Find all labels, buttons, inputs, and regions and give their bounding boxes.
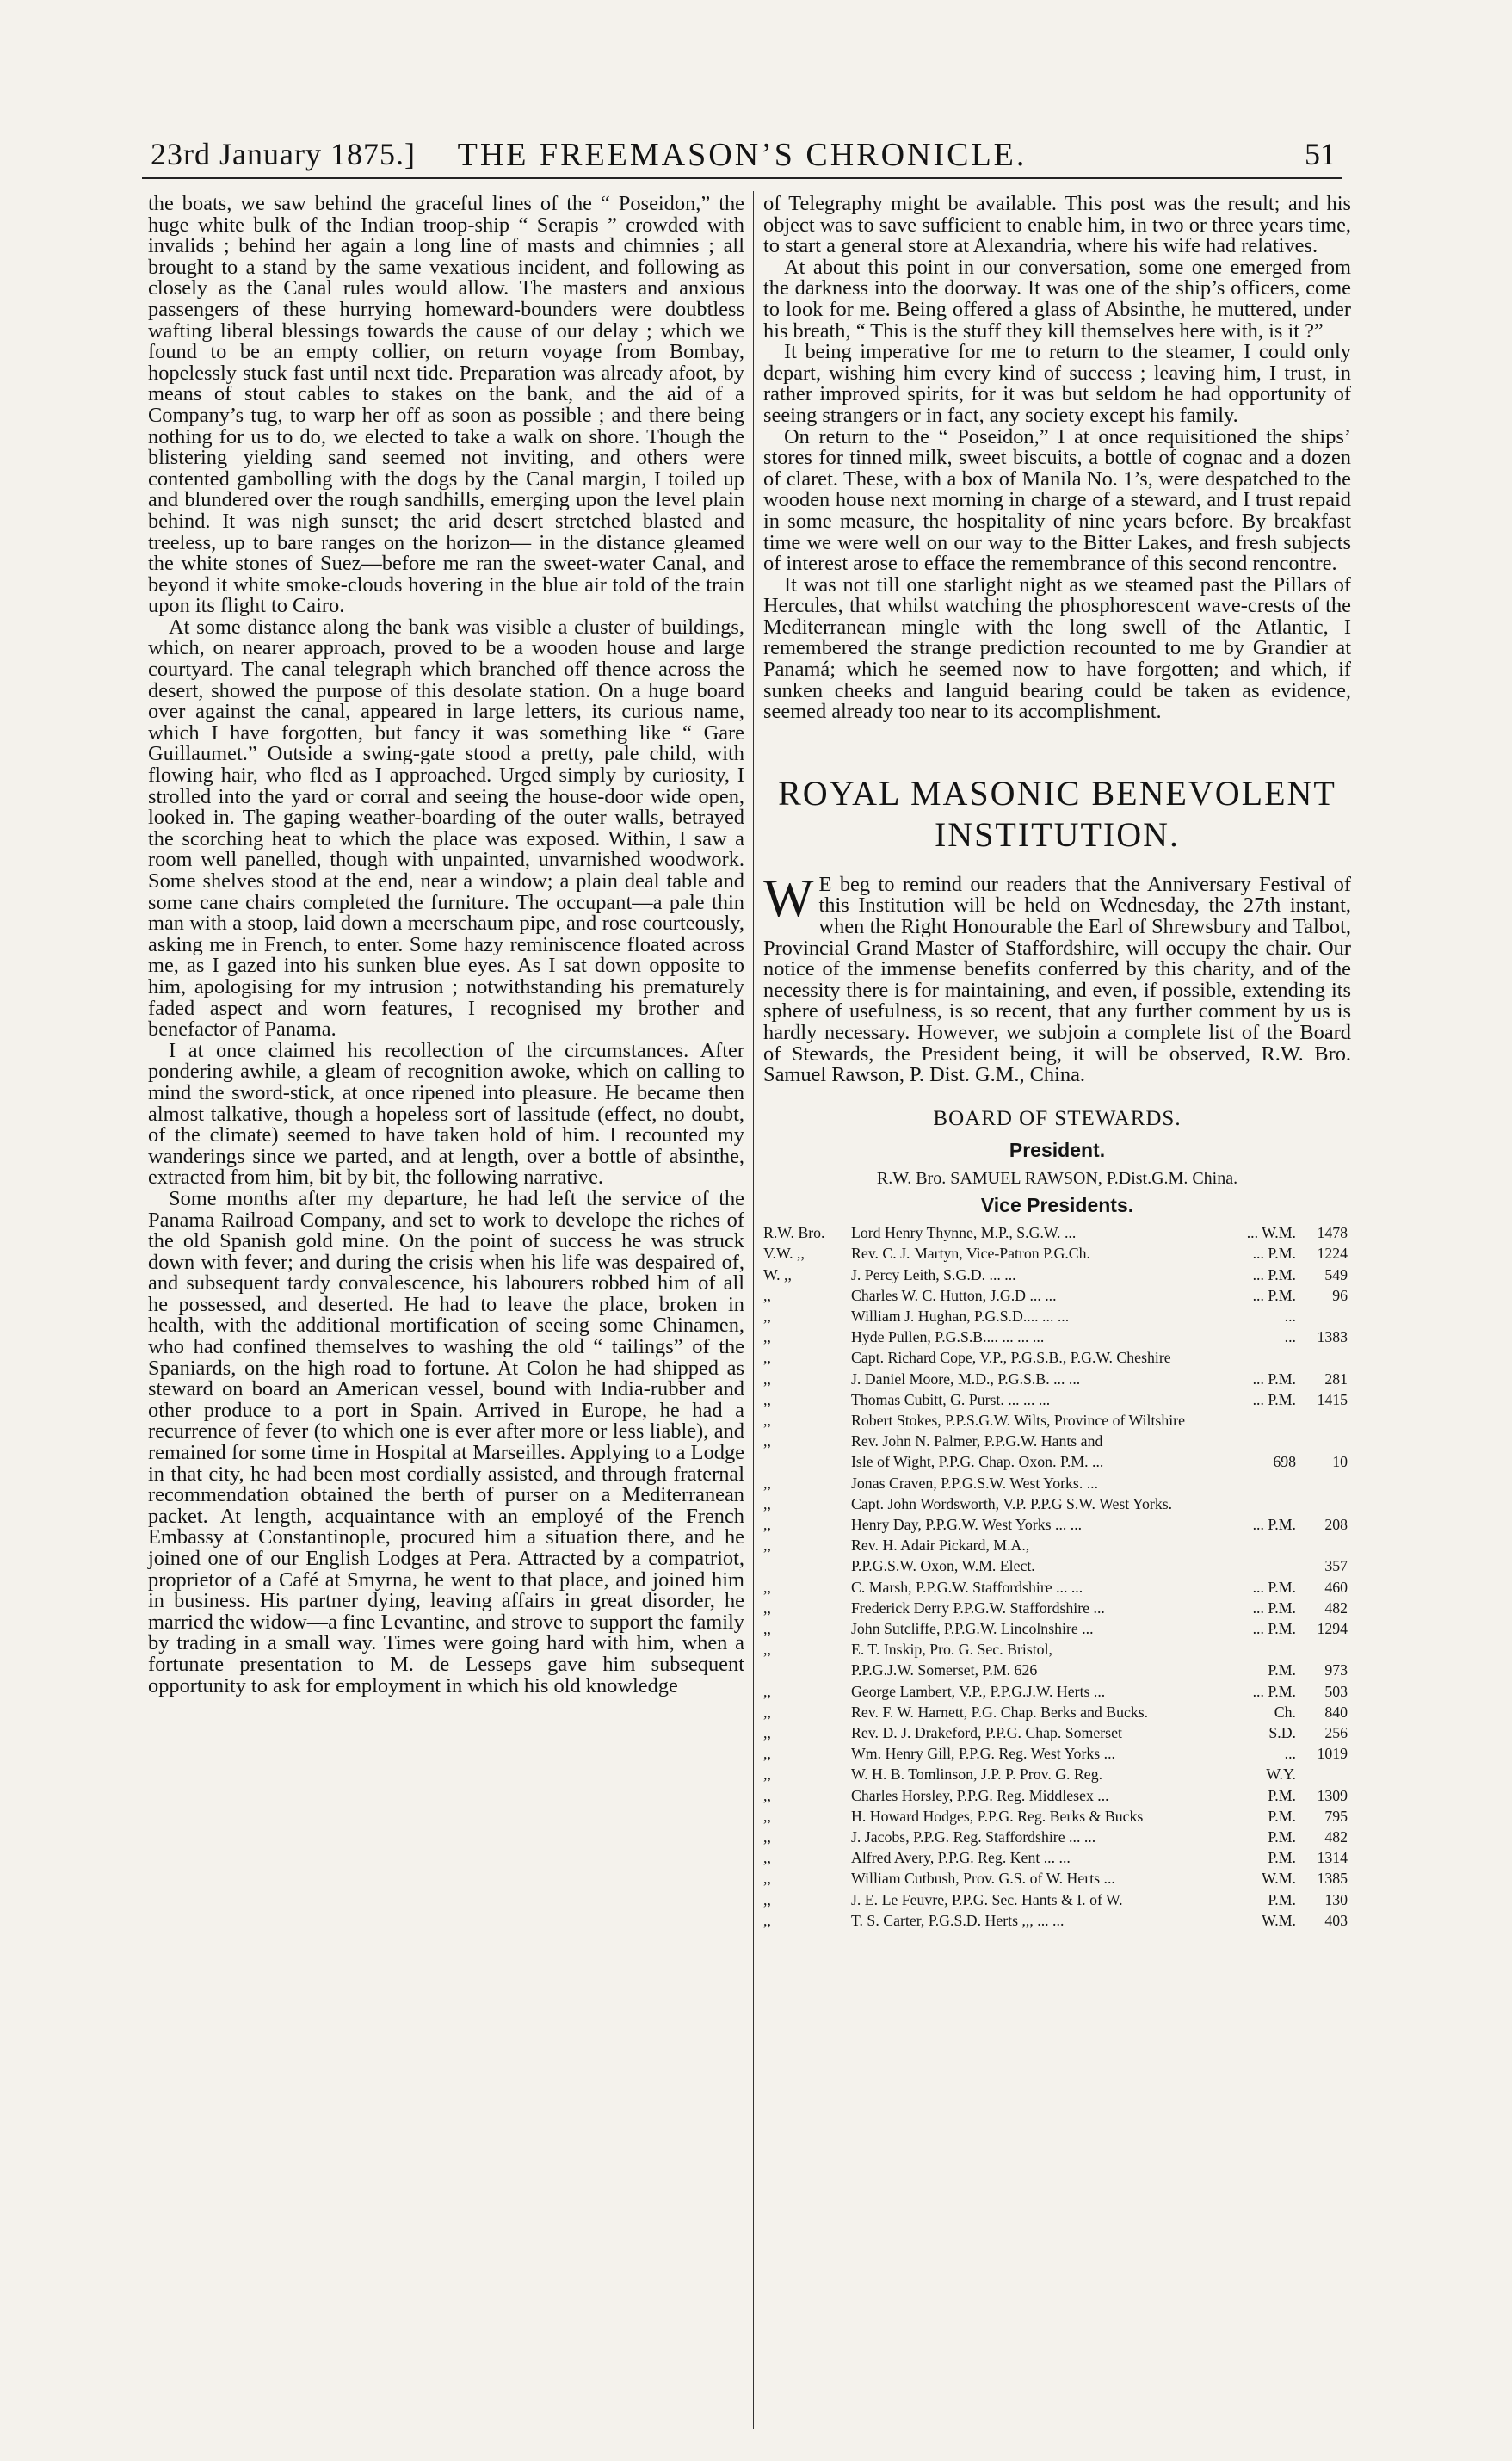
steward-lodge: 1224: [1317, 1245, 1348, 1263]
steward-role: ...: [1284, 1307, 1296, 1325]
steward-name: J. Daniel Moore, M.D., P.G.S.B. ... ...: [851, 1370, 1081, 1388]
steward-row: [763, 1806, 1351, 1827]
steward-lodge: [1296, 1306, 1351, 1326]
steward-prefix: ,,: [763, 1474, 771, 1492]
steward-lodge: 1385: [1317, 1870, 1348, 1888]
steward-prefix: ,,: [763, 1849, 771, 1867]
steward-row: [763, 1660, 1351, 1680]
steward-name: Thomas Cubitt, G. Purst. ... ... ...: [851, 1390, 1051, 1408]
institution-text: E beg to remind our readers that the Anniversary Festival of this Institution will be held on Wednesday, the 27th instant, when the Right Honourable the Earl of Shrewsbury and Talbot, Provincial Grand Master of Staffordshire, will occupy the chair. Our notice of the immense benefits conferred by this charity, and of the necessity there is for maintaining, and even, if possible, extending its sphere of usefulness, is so recent, that any further comment by us is hardly necessary. However, we subjoin a complete list of the Board of Stewards, the President being, it will be observed, R.W. Bro. Samuel Rawson, P. Dist. G.M., China.: [763, 872, 1351, 1087]
steward-lodge: [1296, 1473, 1351, 1493]
steward-role: ... P.M.: [1252, 1265, 1296, 1283]
steward-name: John Sutcliffe, P.P.G.W. Lincolnshire ...: [851, 1620, 1094, 1638]
steward-prefix: [763, 1451, 851, 1472]
steward-prefix: ,,: [763, 1870, 771, 1888]
steward-role: P.M.: [1268, 1890, 1296, 1908]
steward-role: P.M.: [1268, 1807, 1296, 1825]
article-paragraph: the boats, we saw behind the graceful lines of the “ Poseidon,” the huge white bulk of the Indian troop-ship “ Serapis ” crowded with invalids ; behind her again a long line of masts and chimnies ; all brought to a stand by the same vexatious incident, and following as closely as the Canal rules would allow. The masters and anxious passengers of these hurrying homeward-bounders were doubtless wafting liberal blessings towards the cause of our delay ; which we found to be an empty collier, on return voyage from Bombay, hopelessly stuck fast until next tide. Preparation was already afoot, by means of stout cables to stakes on the bank, and the aid of a Company’s tug, to warp her off as soon as possible ; and there being nothing for us to do, we elected to take a walk on shore. Though the blistering yielding sand seemed not inviting, and others were contented gambolling with the dogs by the Canal margin, I toiled up and blundered over the rough sandhills, emerging upon the level plain behind. It was nigh sunset; the arid desert stretched blasted and treeless, up to bare ranges on the horizon— in the distance gleamed the white stones of Suez—before me ran the sweet-water Canal, and beyond it white smoke-clouds hovering in the blue air told of the train upon its flight to Cairo.: [148, 192, 744, 618]
steward-lodge: 460: [1324, 1578, 1348, 1596]
steward-lodge: 1314: [1317, 1849, 1348, 1867]
column-divider: [753, 191, 754, 2429]
steward-lodge: 281: [1324, 1370, 1348, 1388]
steward-role: W.M.: [1262, 1870, 1296, 1888]
steward-prefix: ,,: [763, 1682, 771, 1700]
steward-prefix: ,,: [763, 1911, 771, 1929]
steward-prefix: ,,: [763, 1432, 771, 1450]
steward-row: [763, 1681, 1351, 1702]
steward-role: ... P.M.: [1252, 1578, 1296, 1596]
president-entry: R.W. Bro. SAMUEL RAWSON, P.Dist.G.M. China.: [876, 1168, 1238, 1188]
right-column: [763, 194, 1351, 1931]
steward-row: [763, 1222, 1351, 1243]
heading-line: ROYAL MASONIC BENEVOLENT: [778, 773, 1336, 813]
steward-row: [763, 1743, 1351, 1764]
steward-prefix: W. ,,: [763, 1265, 792, 1283]
steward-role: ... W.M.: [1246, 1224, 1296, 1242]
steward-row: [763, 1618, 1351, 1639]
steward-name: P.P.G.J.W. Somerset, P.M. 626: [851, 1661, 1038, 1679]
steward-lodge: [1296, 1493, 1351, 1514]
steward-lodge: [1296, 1639, 1351, 1660]
steward-prefix: ,,: [763, 1807, 771, 1825]
steward-role: Ch.: [1274, 1703, 1296, 1721]
steward-lodge: 482: [1324, 1598, 1348, 1617]
steward-lodge: 357: [1324, 1557, 1348, 1575]
steward-row: [763, 1306, 1351, 1326]
steward-row: [763, 1326, 1351, 1347]
steward-lodge: 795: [1324, 1807, 1348, 1825]
masthead-title: THE FREEMASON’S CHRONICLE.: [457, 137, 1028, 173]
steward-row: [763, 1722, 1351, 1743]
steward-name: Charles Horsley, P.P.G. Reg. Middlesex ...: [851, 1786, 1109, 1804]
steward-role: ... P.M.: [1252, 1516, 1296, 1533]
steward-lodge: [1296, 1410, 1351, 1431]
steward-prefix: ,,: [763, 1349, 771, 1367]
left-column: [148, 194, 744, 1697]
steward-lodge: 482: [1324, 1828, 1348, 1846]
steward-row: [763, 1410, 1351, 1431]
steward-name: Rev. F. W. Harnett, P.G. Chap. Berks and Bucks.: [851, 1703, 1149, 1721]
steward-name: W. H. B. Tomlinson, J.P. P. Prov. G. Reg.: [851, 1765, 1103, 1784]
header-rule-top: [142, 177, 1342, 179]
steward-lodge: [1296, 1535, 1351, 1555]
steward-row: [763, 1702, 1351, 1722]
steward-prefix: ,,: [763, 1786, 771, 1804]
heading-line: INSTITUTION.: [934, 814, 1181, 854]
steward-row: [763, 1265, 1351, 1285]
steward-role: 698: [1273, 1453, 1296, 1471]
steward-row: [763, 1847, 1351, 1868]
steward-prefix: ,,: [763, 1620, 771, 1638]
steward-lodge: 1478: [1317, 1224, 1348, 1242]
institution-paragraph: [763, 869, 1351, 1087]
steward-name: Rev. John N. Palmer, P.P.G.W. Hants and: [851, 1432, 1103, 1450]
steward-name: William J. Hughan, P.G.S.D.... ... ...: [851, 1307, 1070, 1325]
steward-role: ... P.M.: [1252, 1620, 1296, 1638]
article-paragraph: At some distance along the bank was visible a cluster of buildings, which, on nearer approach, proved to be a wooden house and large courtyard. The canal telegraph which branched off thence across the desert, showed the purpose of this desolate station. On a huge board over against the canal, appeared in large letters, its curious name, which I have forgotten, but fancy it was something like “ Gare Guillaumet.” Outside a swing-gate stood a pretty, pale child, with flowing hair, who fled as I approached. Urged simply by curiosity, I strolled into the yard or corral and seeing the house-door wide open, looked in. The gaping weather-boarding of the outer walls, betrayed the scorching heat to which the place was exposed. Within, I saw a room well panelled, though with unpainted, unvarnished woodwork. Some shelves stood at the end, near a window; a plain deal table and some cane chairs completed the furniture. The occupant—a pale thin man with a stoop, laid down a meerschaum pipe, and rose courteously, asking me in French, to enter. Some hazy reminiscence floated across me, as I gazed into his sunken blue eyes. As I sat down opposite to him, apologising for my intrusion ; notwithstanding his prematurely faded aspect and worn features, I recognised my brother and benefactor of Panama.: [148, 615, 744, 1042]
article-paragraph: Some months after my departure, he had left the service of the Panama Railroad Company, and set to work to develope the riches of the old Spanish gold mine. On the point of success he was struck down with fever; and during the crisis when his life was despaired of, and subsequent tardy convalescence, his labourers robbed him of all he possessed, and deserted. He had to leave the place, broken in health, with the additional mortification of seeing some Chinamen, who had confined themselves to washing the old “ tailings” of the Spaniards, on the high road to fortune. At Colon he had shipped as steward on board an American vessel, bound with India-rubber and other produce to a port in Spain. Arrived in Europe, he had a recurrence of fever (to which one is ever after more or less liable), and remained for some time in Hospital at Marseilles. Applying to a Lodge in that city, he had been most cordially assisted, and through fraternal recommendation obtained the berth of purser on a Mediterranean packet. At length, acquaintance with an employé of the French Embassy at Constantinople, procured him a situation there, and he joined one of our English Lodges at Pera. Attracted by a compatriot, proprietor of a Café at Smyrna, he went to that place, and joined him in business. His partner dying, leaving affairs in great disorder, he married the widow—a fine Levantine, and strove to support the family by trading in a small way. Times were going hard with him, when a fortunate presentation to M. de Lesseps gave him subsequent opportunity to ask for employment in which his old knowledge: [148, 1186, 744, 1697]
steward-lodge: 1294: [1317, 1620, 1348, 1638]
steward-prefix: ,,: [763, 1641, 771, 1659]
steward-row: [763, 1451, 1351, 1472]
steward-prefix: ,,: [763, 1411, 771, 1429]
steward-name: J. E. Le Feuvre, P.P.G. Sec. Hants & I. of W.: [851, 1890, 1123, 1908]
steward-prefix: [763, 1555, 851, 1576]
steward-lodge: 96: [1332, 1286, 1348, 1304]
steward-name: Rev. H. Adair Pickard, M.A.,: [851, 1537, 1030, 1555]
steward-name: Frederick Derry P.P.G.W. Staffordshire ...: [851, 1598, 1105, 1617]
article-paragraph: I at once claimed his recollection of the circumstances. After pondering awhile, a gleam of recognition awoke, which on calling to mind the sword-stick, at once ripened into pleasure. He became then almost talkative, though a hopeless sort of lassitude (effect, no doubt, of the climate) seemed to have taken hold of him. I recounted my wanderings since we parted, and at length, over a bottle of absinthe, extracted from him, bit by bit, the following narrative.: [148, 1038, 744, 1190]
steward-role: ... P.M.: [1252, 1598, 1296, 1617]
article-paragraph: It being imperative for me to return to the steamer, I could only depart, wishing him every kind of success ; leaving him, I trust, in rather improved spirits, for it was but seldom he had opportunity of seeing strangers or in fact, any society except his family.: [763, 340, 1351, 427]
steward-list: [763, 1222, 1351, 1931]
steward-row: [763, 1598, 1351, 1618]
steward-name: J. Jacobs, P.P.G. Reg. Staffordshire ... ...: [851, 1828, 1096, 1846]
steward-name: George Lambert, V.P., P.P.G.J.W. Herts ...: [851, 1682, 1106, 1700]
steward-name: Henry Day, P.P.G.W. West Yorks ... ...: [851, 1516, 1083, 1533]
steward-row: [763, 1431, 1351, 1451]
steward-role: [1236, 1555, 1296, 1576]
steward-role: S.D.: [1268, 1724, 1296, 1742]
steward-role: ... P.M.: [1252, 1245, 1296, 1263]
steward-prefix: [763, 1660, 851, 1680]
steward-name: C. Marsh, P.P.G.W. Staffordshire ... ...: [851, 1578, 1083, 1596]
steward-prefix: ,,: [763, 1745, 771, 1763]
steward-name: Robert Stokes, P.P.S.G.W. Wilts, Province of Wiltshire: [851, 1411, 1185, 1429]
steward-row: [763, 1514, 1351, 1535]
steward-name: Hyde Pullen, P.G.S.B.... ... ... ...: [851, 1328, 1045, 1346]
steward-role: ...: [1284, 1745, 1296, 1763]
vice-presidents-heading: Vice Presidents.: [980, 1193, 1134, 1216]
steward-name: P.P.G.S.W. Oxon, W.M. Elect.: [851, 1557, 1035, 1575]
steward-role: [1236, 1639, 1296, 1660]
steward-role: ... P.M.: [1252, 1390, 1296, 1408]
steward-name: Wm. Henry Gill, P.P.G. Reg. West Yorks ...: [851, 1745, 1115, 1763]
steward-lodge: 208: [1324, 1516, 1348, 1533]
steward-role: P.M.: [1268, 1661, 1296, 1679]
steward-role: ... P.M.: [1252, 1370, 1296, 1388]
steward-prefix: ,,: [763, 1494, 771, 1512]
steward-lodge: 10: [1332, 1453, 1348, 1471]
steward-role: [1236, 1535, 1296, 1555]
steward-row: [763, 1868, 1351, 1889]
steward-role: [1236, 1347, 1296, 1368]
steward-prefix: ,,: [763, 1765, 771, 1784]
steward-prefix: ,,: [763, 1828, 771, 1846]
steward-name: Lord Henry Thynne, M.P., S.G.W. ...: [851, 1224, 1077, 1242]
page-number: 51: [1305, 137, 1336, 171]
steward-row: [763, 1577, 1351, 1598]
steward-name: Capt. Richard Cope, V.P., P.G.S.B., P.G.W. Cheshire: [851, 1349, 1171, 1367]
steward-role: ... P.M.: [1252, 1286, 1296, 1304]
steward-lodge: 840: [1324, 1703, 1348, 1721]
steward-lodge: 973: [1324, 1661, 1348, 1679]
steward-lodge: [1296, 1431, 1351, 1451]
steward-role: ... P.M.: [1252, 1682, 1296, 1700]
steward-lodge: 1019: [1317, 1745, 1348, 1763]
steward-lodge: 256: [1324, 1724, 1348, 1742]
steward-name: Charles W. C. Hutton, J.G.D ... ...: [851, 1286, 1057, 1304]
steward-role: P.M.: [1268, 1828, 1296, 1846]
steward-prefix: ,,: [763, 1578, 771, 1596]
steward-row: [763, 1764, 1351, 1784]
steward-name: William Cutbush, Prov. G.S. of W. Herts ...: [851, 1870, 1115, 1888]
steward-row: [763, 1473, 1351, 1493]
board-heading: BOARD OF STEWARDS.: [933, 1106, 1182, 1130]
steward-name: Rev. C. J. Martyn, Vice-Patron P.G.Ch.: [851, 1245, 1090, 1263]
steward-row: [763, 1285, 1351, 1306]
steward-role: P.M.: [1268, 1786, 1296, 1804]
steward-role: P.M.: [1268, 1849, 1296, 1867]
steward-row: [763, 1389, 1351, 1410]
steward-row: [763, 1910, 1351, 1931]
steward-lodge: 503: [1324, 1682, 1348, 1700]
steward-role: W.M.: [1262, 1911, 1296, 1929]
steward-name: J. Percy Leith, S.G.D. ... ...: [851, 1265, 1016, 1283]
steward-role: [1236, 1473, 1296, 1493]
steward-prefix: ,,: [763, 1724, 771, 1742]
article-paragraph: of Telegraphy might be available. This post was the result; and his object was to save sufficient to enable him, in two or three years time, to start a general store at Alexandria, where his wife had relatives.: [763, 192, 1351, 258]
steward-row: [763, 1889, 1351, 1910]
steward-lodge: 1383: [1317, 1328, 1348, 1346]
steward-lodge: 1309: [1317, 1786, 1348, 1804]
steward-row: [763, 1243, 1351, 1264]
steward-row: [763, 1535, 1351, 1555]
steward-role: W.Y.: [1266, 1765, 1296, 1784]
steward-prefix: R.W. Bro.: [763, 1224, 825, 1242]
steward-lodge: 1415: [1317, 1390, 1348, 1408]
article-paragraph: At about this point in our conversation, some one emerged from the darkness into the doorway. It was one of the ship’s officers, come to look for me. Being offered a glass of Absinthe, he muttered, under his breath, “ This is the stuff they kill themselves here with, is it ?”: [763, 255, 1351, 343]
steward-row: [763, 1555, 1351, 1576]
article-paragraph: On return to the “ Poseidon,” I at once requisitioned the ships’ stores for tinned milk, sweet biscuits, a bottle of cognac and a dozen of claret. These, with a box of Manila No. 1’s, were despatched to the wooden house next morning in charge of a steward, and I trust repaid in some measure, the hospitality of nine years before. By breakfast time we were well on our way to the Bitter Lakes, and fresh subjects of interest arose to efface the remembrance of this second rencontre.: [763, 424, 1351, 576]
steward-prefix: ,,: [763, 1286, 771, 1304]
steward-name: Isle of Wight, P.P.G. Chap. Oxon. P.M. ...: [851, 1453, 1104, 1471]
steward-prefix: ,,: [763, 1537, 771, 1555]
steward-prefix: ,,: [763, 1890, 771, 1908]
president-heading: President.: [1009, 1139, 1106, 1162]
steward-row: [763, 1827, 1351, 1847]
steward-prefix: ,,: [763, 1598, 771, 1617]
steward-row: [763, 1493, 1351, 1514]
steward-lodge: [1296, 1764, 1351, 1784]
steward-prefix: ,,: [763, 1516, 771, 1533]
steward-role: ...: [1284, 1328, 1296, 1346]
steward-role: [1236, 1493, 1296, 1514]
steward-prefix: ,,: [763, 1307, 771, 1325]
steward-prefix: ,,: [763, 1328, 771, 1346]
drop-cap: W: [763, 869, 814, 928]
steward-lodge: 130: [1324, 1890, 1348, 1908]
steward-prefix: V.W. ,,: [763, 1245, 805, 1263]
steward-name: Capt. John Wordsworth, V.P. P.P.G S.W. West Yorks.: [851, 1494, 1173, 1512]
steward-prefix: ,,: [763, 1390, 771, 1408]
steward-row: [763, 1785, 1351, 1806]
issue-date: 23rd January 1875.]: [151, 137, 416, 171]
steward-name: Jonas Craven, P.P.G.S.W. West Yorks. ...: [851, 1474, 1099, 1492]
steward-prefix: ,,: [763, 1370, 771, 1388]
steward-name: T. S. Carter, P.G.S.D. Herts ,,, ... ...: [851, 1911, 1065, 1929]
steward-prefix: ,,: [763, 1703, 771, 1721]
steward-row: [763, 1639, 1351, 1660]
steward-name: H. Howard Hodges, P.P.G. Reg. Berks & Bucks: [851, 1807, 1144, 1825]
steward-lodge: 403: [1324, 1911, 1348, 1929]
steward-row: [763, 1369, 1351, 1389]
steward-row: [763, 1347, 1351, 1368]
steward-name: E. T. Inskip, Pro. G. Sec. Bristol,: [851, 1641, 1052, 1659]
steward-name: Rev. D. J. Drakeford, P.P.G. Chap. Somerset: [851, 1724, 1122, 1742]
steward-lodge: [1296, 1347, 1351, 1368]
section-heading: [763, 773, 1351, 856]
steward-role: [1236, 1431, 1296, 1451]
steward-role: [1236, 1410, 1296, 1431]
steward-lodge: 549: [1324, 1265, 1348, 1283]
article-paragraph: It was not till one starlight night as we steamed past the Pillars of Hercules, that whilst watching the phosphorescent wave-crests of the Mediterranean mingle with the long swell of the Atlantic, I remembered the strange prediction recounted to me by Grandier at Panamá; which he seemed now to have forgotten; and which, if sunken cheeks and languid bearing could be taken as evidence, seemed already too near to its accomplishment.: [763, 572, 1351, 724]
steward-name: Alfred Avery, P.P.G. Reg. Kent ... ...: [851, 1849, 1071, 1867]
page-header: [142, 129, 1342, 181]
